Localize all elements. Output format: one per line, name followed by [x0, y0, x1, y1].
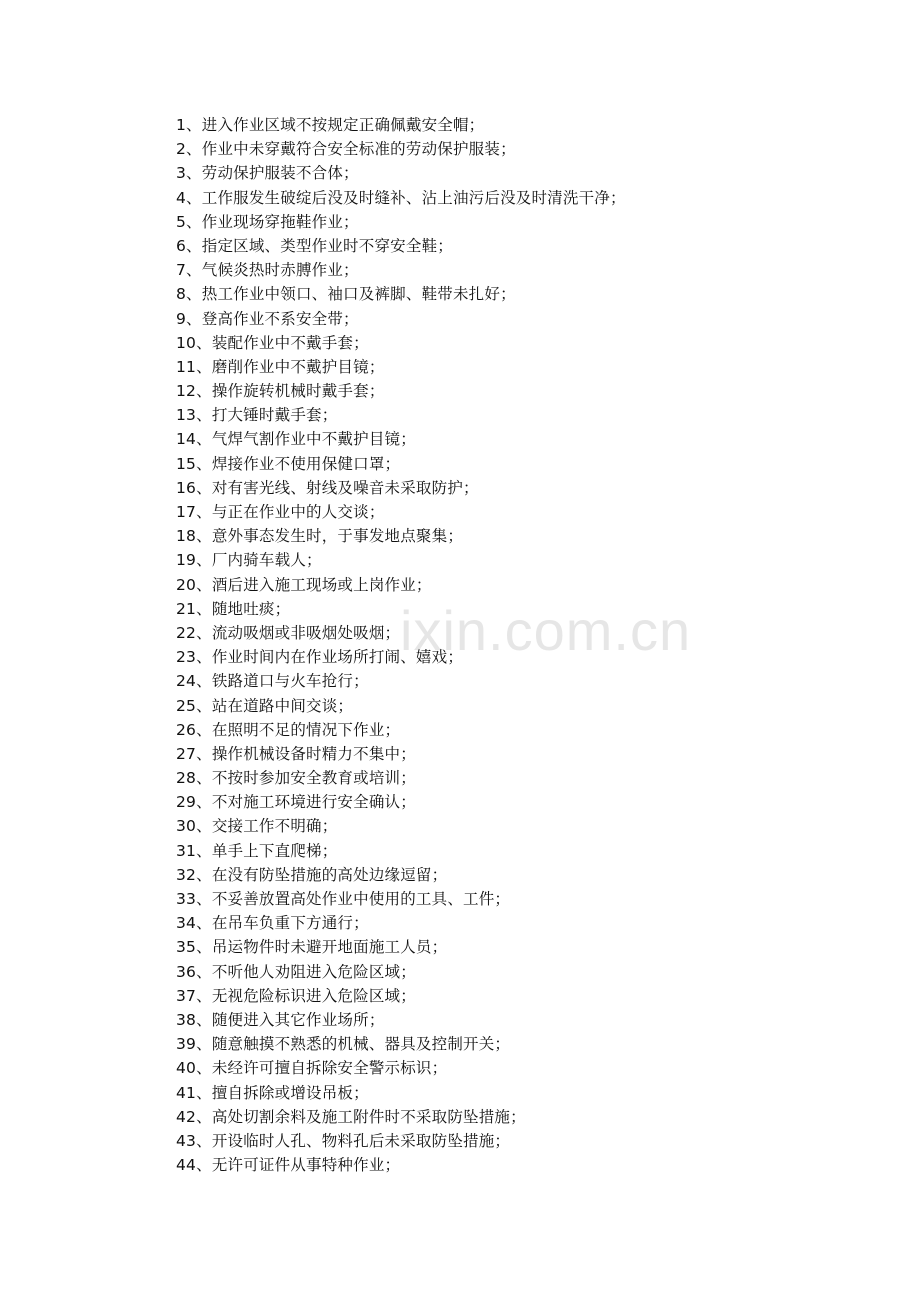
list-item: 1、进入作业区域不按规定正确佩戴安全帽；	[176, 116, 485, 134]
list-item: 34、在吊车负重下方通行；	[176, 914, 369, 933]
list-item: 41、擅自拆除或增设吊板；	[176, 1083, 369, 1102]
list-item: 19、厂内骑车载人；	[176, 551, 322, 570]
list-item: 20、酒后进入施工现场或上岗作业；	[176, 575, 432, 594]
list-item: 25、站在道路中间交谈；	[176, 696, 354, 715]
list-item: 12、操作旋转机械时戴手套；	[176, 382, 385, 401]
list-item: 37、无视危险标识进入危险区域；	[176, 986, 416, 1005]
list-item: 30、交接工作不明确；	[176, 817, 338, 836]
list-item: 31、单手上下直爬梯；	[176, 841, 338, 860]
list-item: 29、不对施工环境进行安全确认；	[176, 793, 416, 812]
list-item: 18、意外事态发生时，于事发地点聚集；	[176, 527, 464, 546]
list-item: 10、装配作业中不戴手套；	[176, 333, 369, 352]
list-item: 2、作业中未穿戴符合安全标准的劳动保护服装；	[176, 140, 516, 159]
list-item: 44、无许可证件从事特种作业；	[176, 1156, 401, 1175]
list-item: 43、开设临时人孔、物料孔后未采取防坠措施；	[176, 1131, 511, 1150]
list-item: 24、铁路道口与火车抢行；	[176, 672, 369, 691]
list-item: 32、在没有防坠措施的高处边缘逗留；	[176, 865, 448, 884]
list-item: 23、作业时间内在作业场所打闹、嬉戏；	[176, 648, 464, 667]
list-item: 22、流动吸烟或非吸烟处吸烟；	[176, 623, 401, 642]
watermark: ixin.com.cn	[400, 599, 692, 662]
list-item: 36、不听他人劝阻进入危险区域；	[176, 962, 416, 981]
list-item: 33、不妥善放置高处作业中使用的工具、工件；	[176, 890, 511, 908]
list-item: 11、磨削作业中不戴护目镜；	[176, 357, 385, 376]
list-item: 38、随便进入其它作业场所；	[176, 1010, 385, 1029]
list-item: 6、指定区域、类型作业时不穿安全鞋；	[176, 236, 453, 255]
list-item: 35、吊运物件时未避开地面施工人员；	[176, 938, 448, 957]
list-item: 16、对有害光线、射线及噪音未采取防护；	[176, 478, 479, 497]
list-item: 39、随意触摸不熟悉的机械、器具及控制开关；	[176, 1035, 511, 1054]
list-item: 27、操作机械设备时精力不集中；	[176, 744, 416, 763]
list-item: 7、气候炎热时赤膊作业；	[176, 261, 359, 280]
list-item: 9、登高作业不系安全带；	[176, 309, 359, 328]
safety-violation-list	[176, 113, 626, 1177]
list-item: 4、工作服发生破绽后没及时缝补、沾上油污后没及时清洗干净；	[176, 188, 626, 207]
list-item: 17、与正在作业中的人交谈；	[176, 503, 385, 521]
list-item: 5、作业现场穿拖鞋作业；	[176, 212, 359, 231]
list-item: 42、高处切割余料及施工附件时不采取防坠措施；	[176, 1107, 526, 1126]
list-item: 26、在照明不足的情况下作业；	[176, 720, 401, 739]
list-item: 40、未经许可擅自拆除安全警示标识；	[176, 1059, 448, 1078]
list-item: 13、打大锤时戴手套；	[176, 406, 338, 425]
list-item: 21、随地吐痰；	[176, 599, 291, 618]
list-item: 8、热工作业中领口、袖口及裤脚、鞋带未扎好；	[176, 285, 516, 304]
list-item: 3、劳动保护服装不合体；	[176, 164, 359, 183]
list-item: 14、气焊气割作业中不戴护目镜；	[176, 430, 416, 449]
list-item: 15、焊接作业不使用保健口罩；	[176, 454, 401, 473]
list-item: 28、不按时参加安全教育或培训；	[176, 769, 416, 788]
